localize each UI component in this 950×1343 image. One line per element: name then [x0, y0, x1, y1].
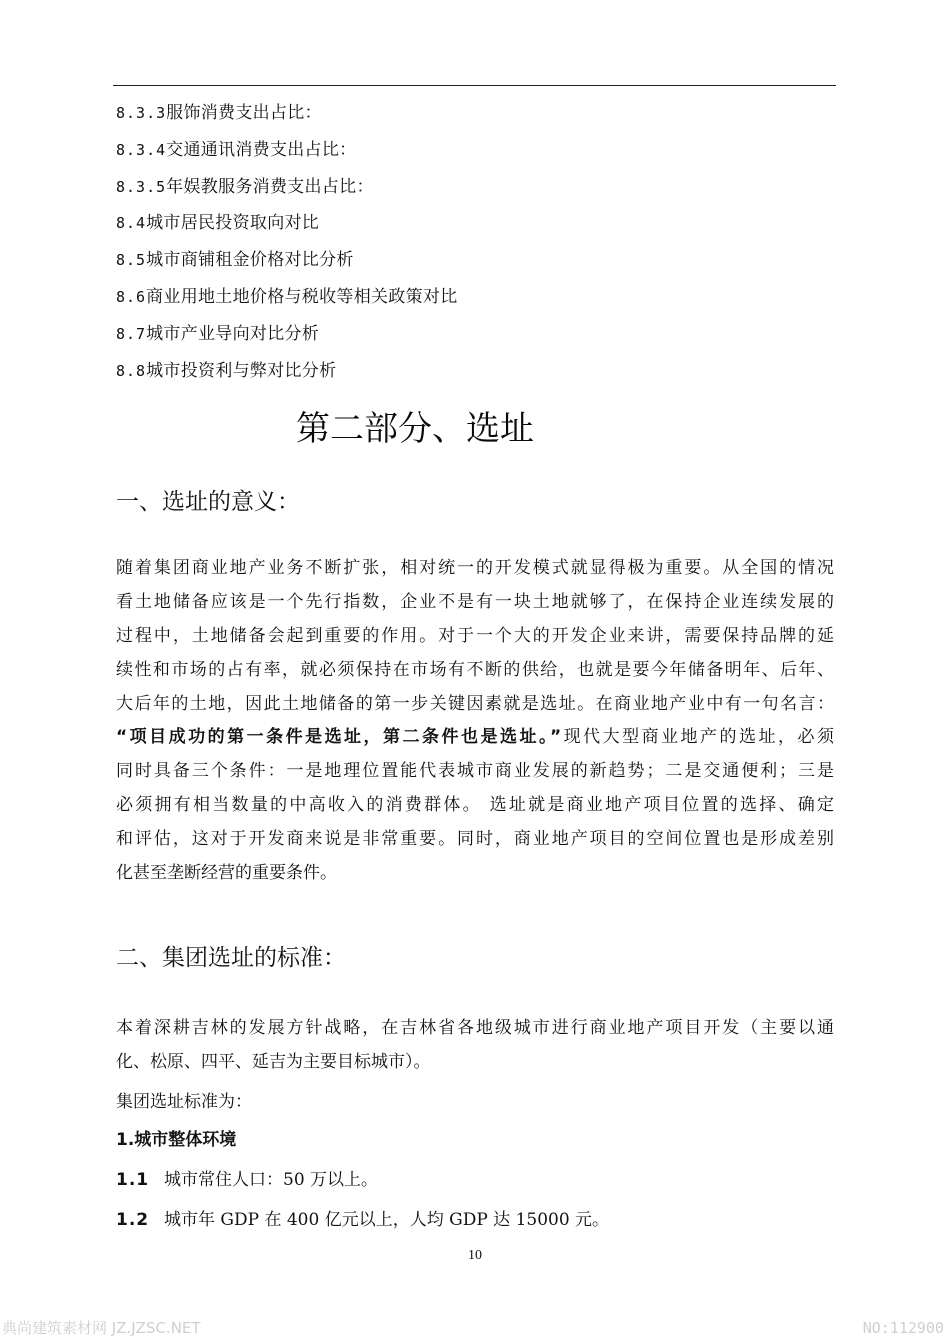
toc-item-text: 城市商铺租金价格对比分析: [146, 250, 354, 271]
paragraph-line: 随着集团商业地产业务不断扩张，相对统一的开发模式就显得极为重要。从全国的情况: [116, 558, 834, 578]
section-heading-standards: 二、集团选址的标准：: [116, 945, 346, 971]
toc-item: [116, 95, 836, 132]
toc-item-number: 8.7: [116, 324, 147, 343]
criterion-number: 1.2: [116, 1210, 150, 1230]
criterion-number: 1.1: [116, 1170, 150, 1190]
toc-item: [116, 205, 836, 242]
bold-quote: “项目成功的第一条件是选址，第二条件也是选址。”: [116, 727, 562, 748]
toc-item-number: 8.8: [116, 361, 147, 380]
paragraph-line-rest: 现代大型商业地产的选址，必须: [561, 727, 834, 748]
paragraph-line: [116, 721, 834, 755]
toc-item-number: 8.3.5: [116, 177, 167, 196]
criterion-item: [116, 1166, 378, 1194]
toc-item: [116, 169, 836, 206]
toc-item-number: 8.3.4: [116, 140, 167, 159]
header-rule: [113, 85, 836, 86]
toc-item-text: 城市产业导向对比分析: [146, 323, 320, 344]
toc-item-text: 商业用地土地价格与税收等相关政策对比: [146, 286, 458, 307]
page-number: 10: [468, 1248, 482, 1263]
watermark-id: NO:112900: [862, 1319, 944, 1337]
toc-item-number: 8.6: [116, 287, 147, 306]
toc-item-text: 服饰消费支出占比：: [166, 103, 322, 123]
paragraph-line: 化甚至垄断经营的重要条件。: [116, 863, 337, 884]
toc-item-text: 交通通讯消费支出占比：: [166, 139, 357, 160]
section-heading-significance: 一、选址的意义：: [116, 489, 300, 515]
paragraph-line: 续性和市场的占有率，就必须保持在市场有不断的供给，也就是要今年储备明年、后年、: [116, 659, 834, 680]
paragraph-line: 必须拥有相当数量的中高收入的消费群体。 选址就是商业地产项目位置的选择、确定: [116, 795, 834, 816]
watermark-site-name: 典尚建筑素材网 JZ.JZSC.NET: [2, 1319, 201, 1337]
paragraph-line: 和评估，这对于开发商来说是非常重要。同时，商业地产项目的空间位置也是形成差别: [116, 829, 834, 850]
paragraph-line: 过程中，土地储备会起到重要的作用。对于一个大的开发企业来讲，需要保持品牌的延: [116, 625, 834, 646]
toc-item-number: 8.3.3: [116, 104, 167, 122]
toc-item: [116, 279, 836, 316]
toc-item: [116, 353, 836, 390]
toc-item-text: 城市投资利与弊对比分析: [146, 360, 337, 381]
toc-item: [116, 242, 836, 279]
toc-item-text: 城市居民投资取向对比: [146, 213, 320, 234]
toc-item-text: 年娱教服务消费支出占比：: [166, 176, 374, 197]
toc-item-number: 8.5: [116, 251, 147, 270]
significance-paragraph: [116, 552, 834, 891]
paragraph-line: 本着深耕吉林的发展方针战略，在吉林省各地级城市进行商业地产项目开发（主要以通: [116, 1018, 834, 1038]
subheading-city-environment: 1.城市整体环境: [116, 1130, 237, 1150]
part-title: 第二部分、选址: [296, 409, 534, 449]
toc-item-number: 8.4: [116, 214, 147, 233]
criterion-item: [116, 1206, 609, 1234]
paragraph-line: 大后年的土地，因此土地储备的第一步关键因素就是选址。在商业地产业中有一句名言：: [116, 693, 834, 714]
toc-list: [116, 95, 836, 389]
toc-item: [116, 132, 836, 169]
paragraph-line: 同时具备三个条件：一是地理位置能代表城市商业发展的新趋势；二是交通便利；三是: [116, 761, 834, 782]
criterion-text: 城市常住人口：50 万以上。: [164, 1170, 379, 1190]
toc-item: [116, 316, 836, 353]
paragraph-line: 化、松原、四平、延吉为主要目标城市）。: [116, 1051, 431, 1072]
paragraph-line: 看土地储备应该是一个先行指数，企业不是有一块土地就够了，在保持企业连续发展的: [116, 591, 834, 612]
criterion-text: 城市年 GDP 在 400 亿元以上，人均 GDP 达 15000 元。: [164, 1210, 610, 1230]
standards-paragraph: [116, 1012, 834, 1080]
standards-intro: 集团选址标准为：: [116, 1092, 252, 1112]
